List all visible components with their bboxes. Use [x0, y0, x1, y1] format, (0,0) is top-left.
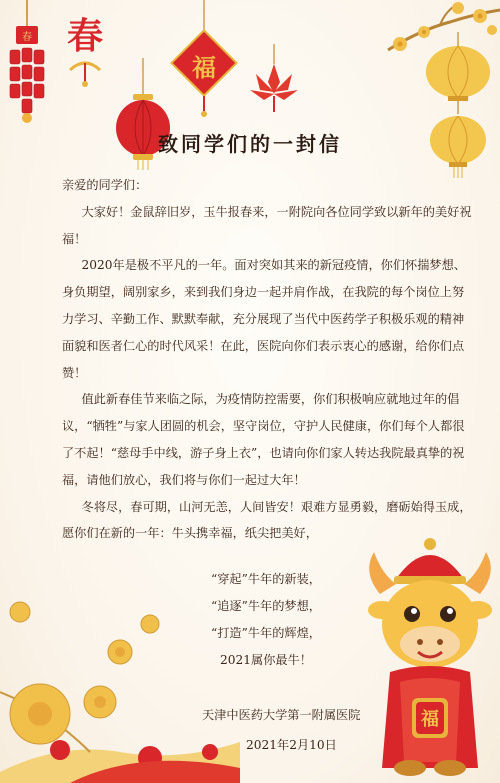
- signature: 天津中医药大学第一附属医院: [202, 708, 361, 722]
- chun-character: 春: [66, 15, 103, 57]
- poem-line: “追逐”牛年的梦想，: [211, 599, 321, 613]
- paragraph: 2020年是极不平凡的一年。面对突如其来的新冠疫情，你们怀揣梦想、身负期望，阔别家乡，来到我们身边一起并肩作战，在我院的每个岗位上努力学习、辛勤工作、默默奉献，充分展现了当代中医药学子积极乐观的精神面貌和医者仁心的时代风采！在此，医院向你们表示衷心的感谢，给你们点赞！: [62, 258, 466, 380]
- svg-text:福: 福: [421, 709, 439, 730]
- poem-line: “穿起”牛年的新装，: [211, 572, 321, 586]
- paragraph: 大家好！金鼠辞旧岁，玉牛报春来，一附院向各位同学致以新年的美好祝福！: [62, 204, 472, 246]
- red-flower-ornament: [244, 44, 304, 114]
- poem-block: [196, 566, 336, 674]
- letter-body: [62, 172, 472, 547]
- cartoon-ox-mascot: [360, 532, 500, 783]
- svg-text:春: 春: [22, 32, 32, 43]
- paragraph: 值此新春佳节来临之际，为疫情防控需要，你们积极响应就地过年的倡议，“牺牲”与家人团圆的机会，坚守岗位，守护人民健康，你们每个人都很了不起！“慈母手中线，游子身上衣”，也请向你们家人转达我院最真挚的祝福，请他们放心，我们将与你们一起过大年！: [62, 392, 465, 487]
- salutation: 亲爱的同学们：: [62, 178, 148, 192]
- chun-ornament: [60, 8, 110, 88]
- letter-title: 致同学们的一封信: [158, 132, 342, 156]
- fu-character: 福: [192, 53, 216, 82]
- paragraph: 冬将尽，春可期，山河无恙，人间皆安！艰难方显勇毅，磨砺始得玉成，愿你们在新的一年：牛头携幸福，纸尖把美好，: [62, 499, 472, 541]
- poem-line: 2021属你最牛！: [220, 653, 312, 667]
- letter-date: 2021年2月10日: [246, 738, 337, 752]
- poem-line: “打造”牛年的辉煌，: [211, 626, 321, 640]
- fu-diamond-ornament: [168, 0, 240, 120]
- firecracker-icon: [4, 0, 50, 125]
